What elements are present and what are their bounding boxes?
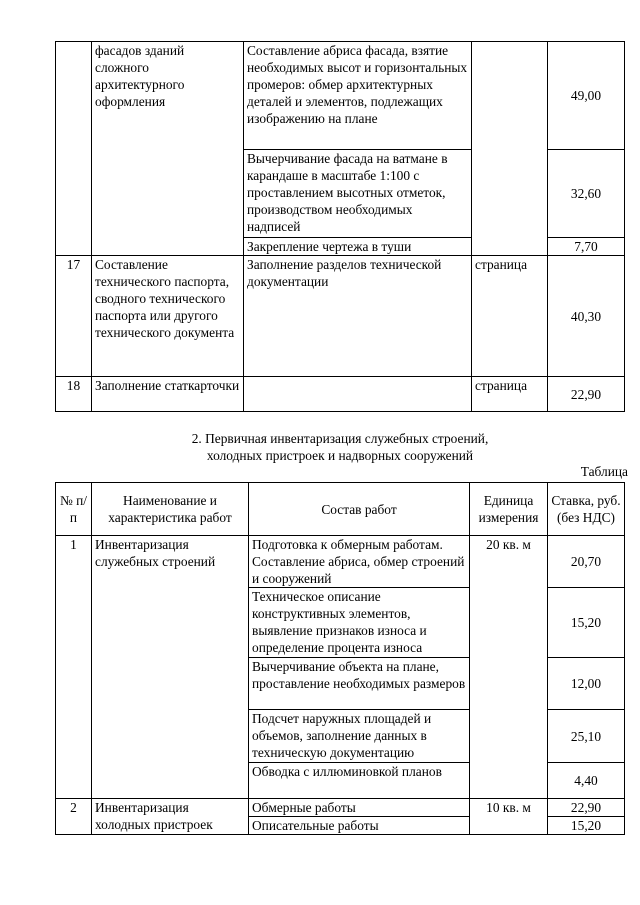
rate-value: 20,70 (548, 536, 625, 588)
work-composition: Вычерчивание фасада на ватмане в карандаше в масштабе 1:100 с проставлением высотных отметок, производством необходимых надписей (244, 150, 472, 238)
rates-table-continued (55, 41, 625, 412)
unit: 10 кв. м (470, 799, 548, 835)
table-row (56, 536, 625, 588)
table-row (56, 256, 625, 377)
work-composition (244, 377, 472, 412)
rate-value: 7,70 (548, 238, 625, 256)
table-label: Таблица (580, 464, 628, 479)
work-name: фасадов зданий сложного архитектурного оформления (92, 42, 244, 256)
row-number: 2 (56, 799, 92, 835)
header-rate: Ставка, руб. (без НДС) (548, 483, 625, 536)
work-composition: Описательные работы (249, 817, 470, 835)
rate-value: 22,90 (548, 377, 625, 412)
table-header-row (56, 483, 625, 536)
header-num: № п/п (56, 483, 92, 536)
rate-value: 22,90 (548, 799, 625, 817)
rate-value: 32,60 (548, 150, 625, 238)
work-name: Заполнение статкарточки (92, 377, 244, 412)
work-composition: Подсчет наружных площадей и объемов, заполнение данных в техническую документацию (249, 710, 470, 763)
row-number (56, 42, 92, 256)
work-composition: Заполнение разделов технической документации (244, 256, 472, 377)
work-composition: Обводка с иллюминовкой планов (249, 763, 470, 799)
work-composition: Вычерчивание объекта на плане, проставление необходимых размеров (249, 658, 470, 710)
work-name: Инвентаризация служебных строений (92, 536, 249, 799)
header-unit: Единица измерения (470, 483, 548, 536)
table-row (56, 42, 625, 150)
row-number: 17 (56, 256, 92, 377)
section-title-line-2: холодных пристроек и надворных сооружений (206, 448, 474, 463)
work-name: Составление технического паспорта, сводного технического паспорта или другого технического документа (92, 256, 244, 377)
work-composition: Подготовка к обмерным работам. Составление абриса, обмер строений и сооружений (249, 536, 470, 588)
work-composition: Техническое описание конструктивных элементов, выявление признаков износа и определение процента износа (249, 588, 470, 658)
rate-value: 15,20 (548, 588, 625, 658)
unit (472, 42, 548, 256)
table-row (56, 799, 625, 817)
header-works: Состав работ (249, 483, 470, 536)
unit: страница (472, 256, 548, 377)
work-composition: Обмерные работы (249, 799, 470, 817)
work-composition: Составление абриса фасада, взятие необходимых высот и горизонтальных промеров: обмер архитектурных деталей и элементов, подлежащих изображению на плане (244, 42, 472, 150)
unit: 20 кв. м (470, 536, 548, 799)
rate-value: 40,30 (548, 256, 625, 377)
table-row (56, 377, 625, 412)
rate-value: 12,00 (548, 658, 625, 710)
work-composition: Закрепление чертежа в туши (244, 238, 472, 256)
row-number: 1 (56, 536, 92, 799)
work-name: Инвентаризация холодных пристроек (92, 799, 249, 835)
rate-value: 49,00 (548, 42, 625, 150)
unit: страница (472, 377, 548, 412)
header-name: Наименование и характеристика работ (92, 483, 249, 536)
rate-value: 4,40 (548, 763, 625, 799)
rate-value: 25,10 (548, 710, 625, 763)
row-number: 18 (56, 377, 92, 412)
rate-value: 15,20 (548, 817, 625, 835)
rates-table (55, 482, 625, 835)
section-title-line-1: 2. Первичная инвентаризация служебных строений, (191, 431, 489, 446)
